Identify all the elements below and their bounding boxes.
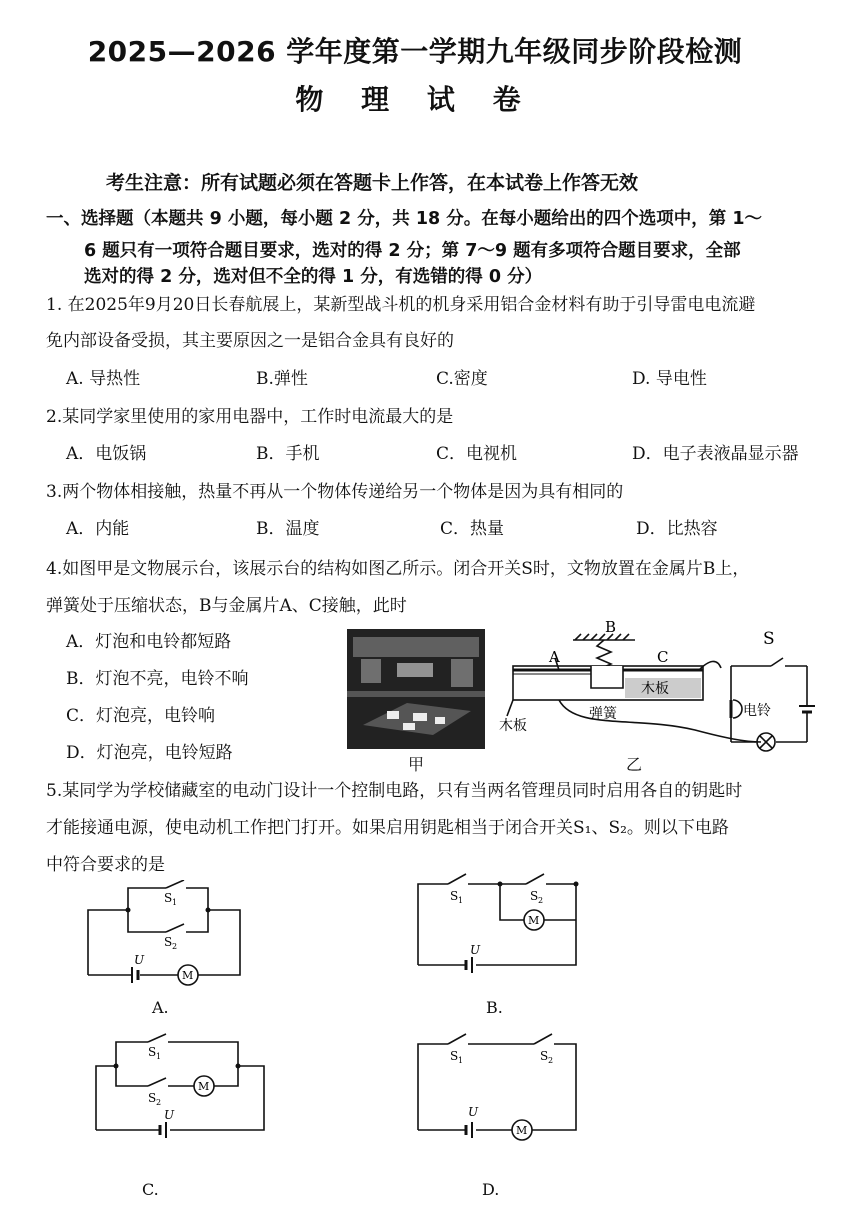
d-s2: S xyxy=(540,1049,549,1063)
q2-stem: 2.某同学家里使用的家用电器中，工作时电流最大的是 xyxy=(46,407,454,427)
label-s: S xyxy=(763,629,775,649)
a-u: U xyxy=(134,953,145,967)
b-s1-sub: 1 xyxy=(458,896,464,905)
q1-line2: 免内部设备受损，其主要原因之一是铝合金具有良好的 xyxy=(46,331,454,351)
caption-b: B. xyxy=(486,998,503,1017)
c-s1-sub: 1 xyxy=(156,1052,162,1061)
d-m: M xyxy=(516,1124,528,1137)
q1-option-d: D. 导电性 xyxy=(632,369,707,389)
q2-option-c: C．电视机 xyxy=(436,444,518,464)
q1-line1: 1. 在2025年9月20日长春航展上，某新型战斗机的机身采用铝合金材料有助于引导雷电电流避 xyxy=(46,295,756,315)
section-heading-line2: 6 题只有一项符合题目要求，选对的得 2 分；第 7～9 题有多项符合题目要求，全部 xyxy=(84,241,741,261)
q1-option-b: B.弹性 xyxy=(256,369,308,389)
caption-a: A. xyxy=(152,998,169,1017)
figure-label-jia: 甲 xyxy=(408,755,425,774)
display-stand-circuit-diagram xyxy=(495,620,835,755)
caption-d: D. xyxy=(482,1180,500,1199)
b-m: M xyxy=(528,914,540,927)
b-u: U xyxy=(470,943,481,957)
a-s2: S xyxy=(164,935,173,949)
q1-option-a: A. 导热性 xyxy=(66,369,141,389)
c-m: M xyxy=(198,1080,210,1093)
exam-title: 2025—2026 学年度第一学期九年级同步阶段检测 xyxy=(87,35,743,68)
a-s1: S xyxy=(164,891,173,905)
d-s2-sub: 2 xyxy=(548,1056,554,1065)
c-s2: S xyxy=(148,1091,157,1105)
q3-option-b: B．温度 xyxy=(256,519,320,539)
q4-line2: 弹簧处于压缩状态，B与金属片A、C接触，此时 xyxy=(46,596,407,616)
exam-subtitle: 物 理 试 卷 xyxy=(295,83,535,116)
b-s1: S xyxy=(450,889,459,903)
section-heading-line3: 选对的得 2 分，选对但不全的得 1 分，有选错的得 0 分） xyxy=(84,267,543,287)
q4-option-a: A．灯泡和电铃都短路 xyxy=(66,632,232,652)
circuit-c-diagram xyxy=(88,1030,278,1140)
q3-option-d: D．比热容 xyxy=(636,519,718,539)
q3-option-c: C．热量 xyxy=(440,519,505,539)
label-c: C xyxy=(657,648,669,666)
notice: 考生注意：所有试题必须在答题卡上作答，在本试卷上作答无效 xyxy=(106,172,639,194)
label-a: A xyxy=(549,648,560,666)
q4-option-c: C．灯泡亮，电铃响 xyxy=(66,706,216,726)
b-s2-sub: 2 xyxy=(538,896,544,905)
c-s2-sub: 2 xyxy=(156,1098,162,1107)
circuit-b-diagram xyxy=(410,870,590,980)
q2-option-a: A．电饭锅 xyxy=(66,444,147,464)
d-u: U xyxy=(468,1105,479,1119)
circuit-d-diagram xyxy=(410,1030,590,1145)
figure-label-yi: 乙 xyxy=(626,755,643,774)
d-s1-sub: 1 xyxy=(458,1056,464,1065)
label-board-left: 木板 xyxy=(499,718,527,734)
circuit-a-diagram xyxy=(80,880,250,990)
q4-option-d: D．灯泡亮，电铃短路 xyxy=(66,743,233,763)
q4-line1: 4.如图甲是文物展示台，该展示台的结构如图乙所示。闭合开关S时，文物放置在金属片B上， xyxy=(46,559,750,579)
b-s2: S xyxy=(530,889,539,903)
section-heading-line1: 一、选择题（本题共 9 小题，每小题 2 分，共 18 分。在每小题给出的四个选项中，第 1～ xyxy=(46,209,763,229)
exhibit-photo xyxy=(347,629,485,749)
q4-option-b: B．灯泡不亮，电铃不响 xyxy=(66,669,249,689)
c-s1: S xyxy=(148,1045,157,1059)
a-s2-sub: 2 xyxy=(172,942,178,951)
c-u: U xyxy=(164,1108,175,1122)
label-b: B xyxy=(605,620,617,636)
label-board-right: 木板 xyxy=(641,681,669,697)
q2-option-b: B．手机 xyxy=(256,444,320,464)
a-s1-sub: 1 xyxy=(172,898,178,907)
q2-option-d: D．电子表液晶显示器 xyxy=(632,444,799,464)
q5-line3: 中符合要求的是 xyxy=(46,855,165,875)
caption-c: C. xyxy=(142,1180,159,1199)
q3-option-a: A．内能 xyxy=(66,519,130,539)
q5-line2: 才能接通电源，使电动机工作把门打开。如果启用钥匙相当于闭合开关S₁、S₂。则以下电路 xyxy=(46,818,729,838)
q1-option-c: C.密度 xyxy=(436,369,488,389)
q5-line1: 5.某同学为学校储藏室的电动门设计一个控制电路，只有当两名管理员同时启用各自的钥匙时 xyxy=(46,781,743,801)
label-bell: 电铃 xyxy=(743,703,771,719)
a-m: M xyxy=(182,969,194,982)
q3-stem: 3.两个物体相接触，热量不再从一个物体传递给另一个物体是因为具有相同的 xyxy=(46,482,624,502)
label-spring: 弹簧 xyxy=(589,706,617,722)
d-s1: S xyxy=(450,1049,459,1063)
